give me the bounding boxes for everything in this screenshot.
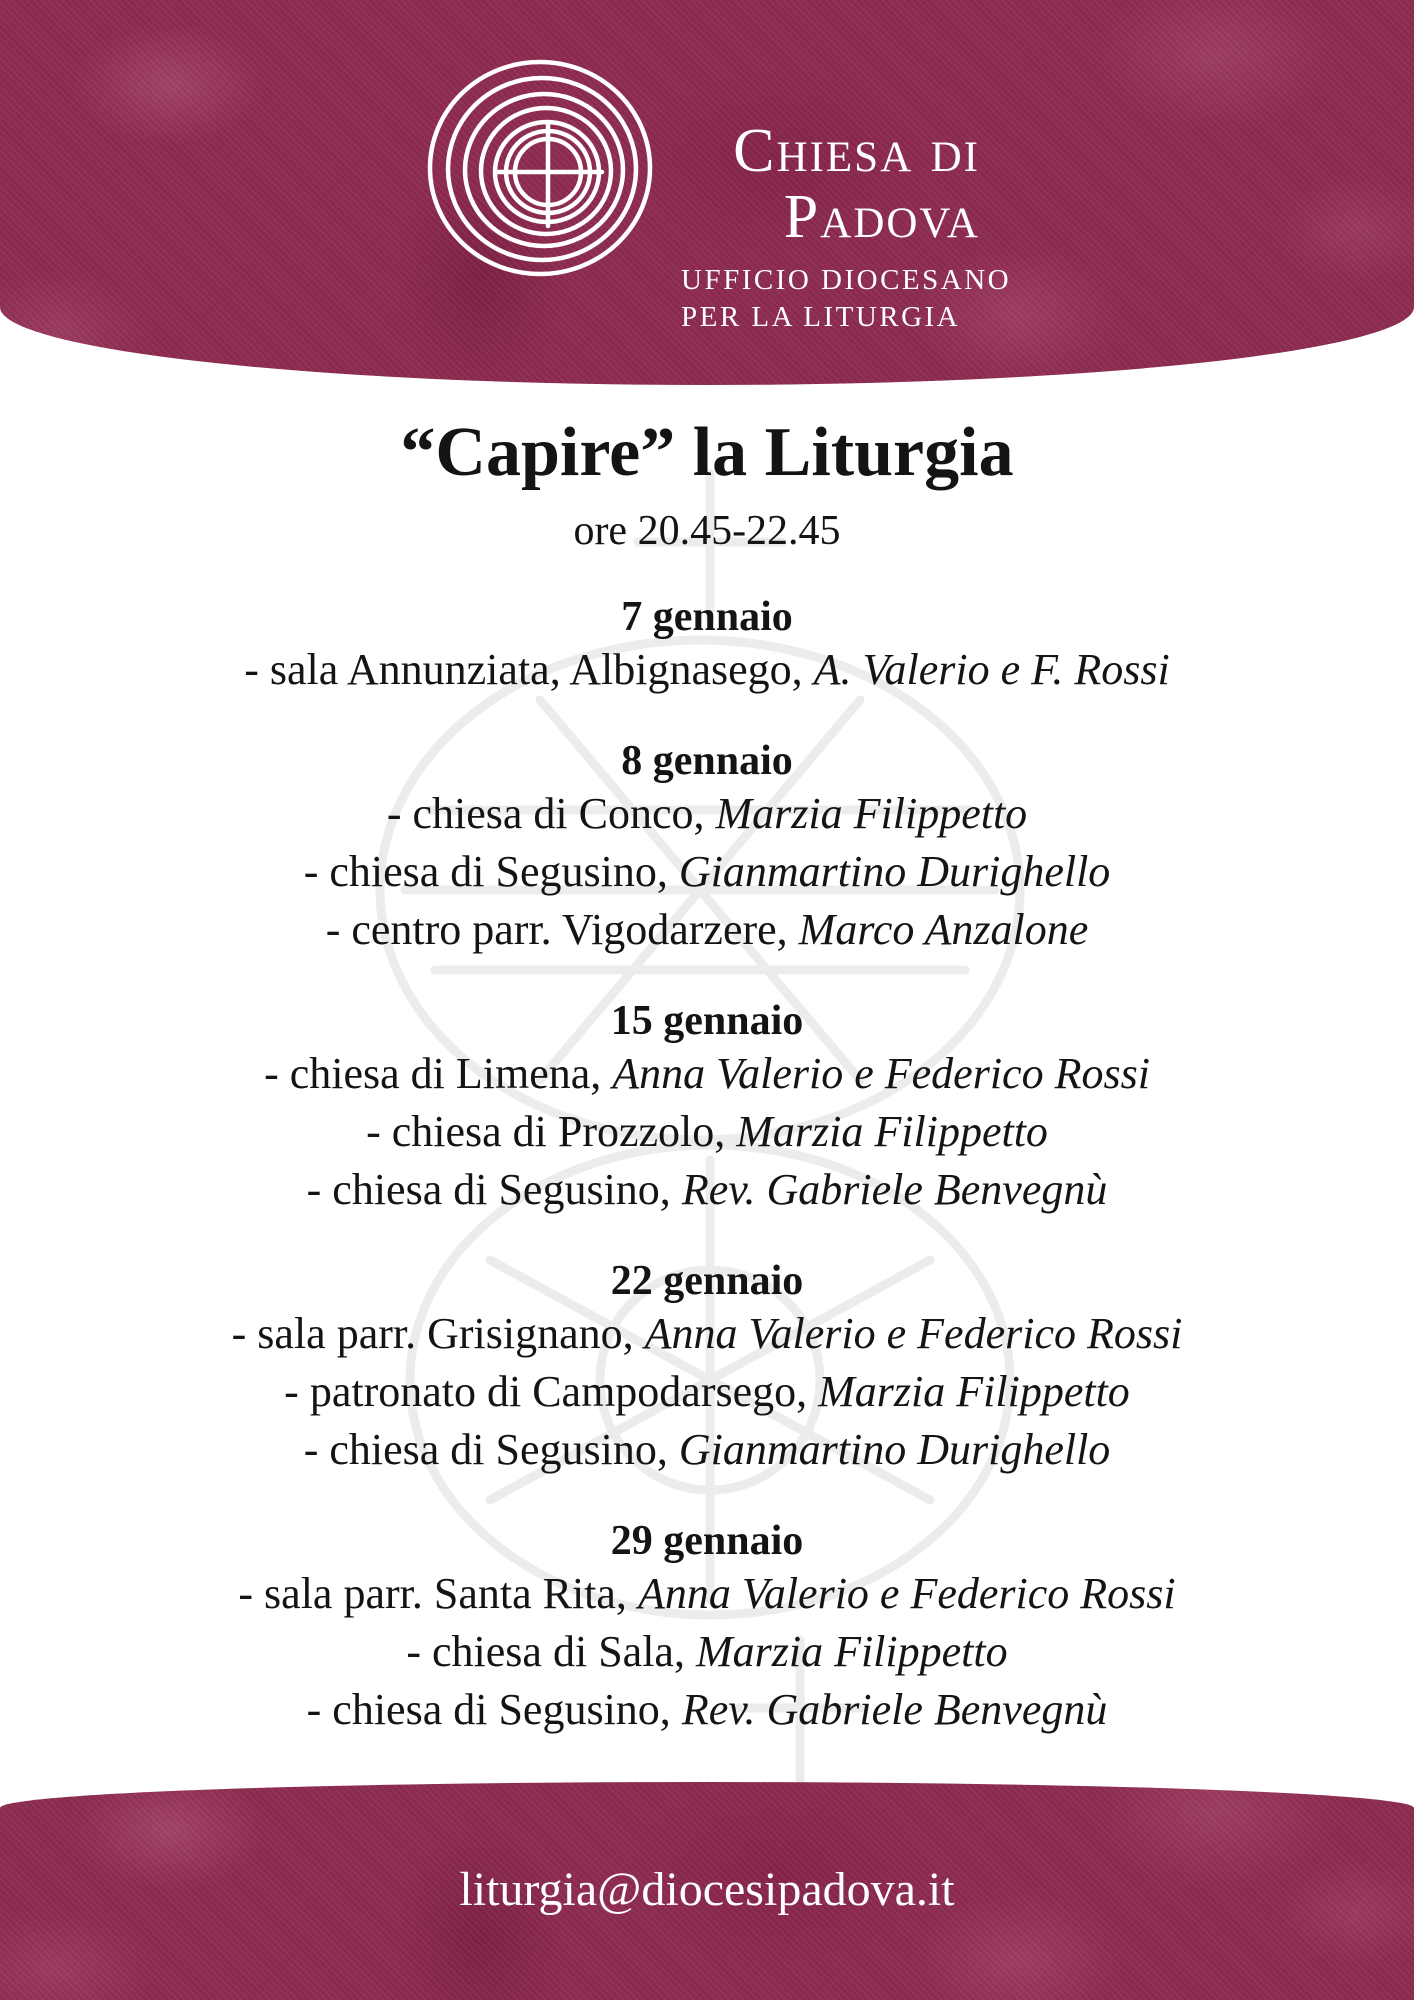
event-place: - chiesa di Segusino, [303,1425,679,1474]
section-8-gennaio [0,737,1414,959]
section-date: 22 gennaio [610,1258,804,1304]
event-speaker: Marzia Filippetto [736,1107,1048,1156]
event-line [0,1103,1414,1161]
office-name-line2: PER LA LITURGIA [681,301,961,333]
event-speaker: Anna Valerio e Federico Rossi [612,1049,1150,1098]
event-line [0,1623,1414,1681]
event-speaker: Gianmartino Durighello [678,1425,1111,1474]
org-name-line2: Padova [783,183,980,251]
time-range: ore 20.45-22.45 [573,508,841,554]
schedule [0,385,1414,1739]
event-line [0,1681,1414,1739]
event-place: - chiesa di Segusino, [306,1685,682,1734]
event-speaker: A. Valerio e F. Rossi [813,645,1170,694]
event-line [0,1421,1414,1479]
section-15-gennaio [0,997,1414,1219]
event-place: - chiesa di Prozzolo, [366,1107,737,1156]
event-place: - sala parr. Grisignano, [231,1309,645,1358]
event-speaker: Rev. Gabriele Benvegnù [681,1165,1108,1214]
event-speaker: Marzia Filippetto [715,789,1028,838]
event-place: - chiesa di Limena, [264,1049,613,1098]
section-date: 7 gennaio [621,594,793,640]
event-line [0,785,1414,843]
office-name [681,262,1011,336]
org-name-line1: Chiesa di [733,117,980,185]
event-place: - centro parr. Vigodarzere, [325,905,799,954]
event-line [0,1363,1414,1421]
section-22-gennaio [0,1257,1414,1479]
event-line [0,901,1414,959]
event-speaker: Marzia Filippetto [818,1367,1130,1416]
event-speaker: Rev. Gabriele Benvegnù [681,1685,1108,1734]
header-banner [0,0,1414,385]
section-29-gennaio [0,1517,1414,1739]
event-line [0,1565,1414,1623]
event-speaker: Gianmartino Durighello [678,847,1111,896]
event-line [0,641,1414,699]
office-name-line1: UFFICIO DIOCESANO [681,264,1012,296]
event-place: - chiesa di Conco, [386,789,716,838]
event-line [0,1045,1414,1103]
event-line [0,1305,1414,1363]
event-line [0,843,1414,901]
footer-banner [0,1782,1414,2000]
section-date: 15 gennaio [610,998,804,1044]
diocese-spiral-cross-logo [420,48,670,293]
section-date: 8 gennaio [621,738,793,784]
section-date: 29 gennaio [610,1518,804,1564]
event-line [0,1161,1414,1219]
event-place: - sala parr. Santa Rita, [238,1569,638,1618]
event-speaker: Anna Valerio e Federico Rossi [644,1309,1183,1358]
event-place: - chiesa di Sala, [406,1627,696,1676]
event-speaker: Marzia Filippetto [695,1627,1008,1676]
page-title: “Capire” la Liturgia [400,414,1014,491]
event-speaker: Anna Valerio e Federico Rossi [637,1569,1176,1618]
event-speaker: Marco Anzalone [798,905,1089,954]
event-place: - sala Annunziata, Albignasego, [244,645,814,694]
event-place: - chiesa di Segusino, [303,847,679,896]
section-7-gennaio [0,593,1414,699]
event-place: - chiesa di Segusino, [306,1165,682,1214]
org-name [660,118,980,250]
contact-email: liturgia@diocesipadova.it [459,1863,955,1916]
event-place: - patronato di Campodarsego, [284,1367,819,1416]
